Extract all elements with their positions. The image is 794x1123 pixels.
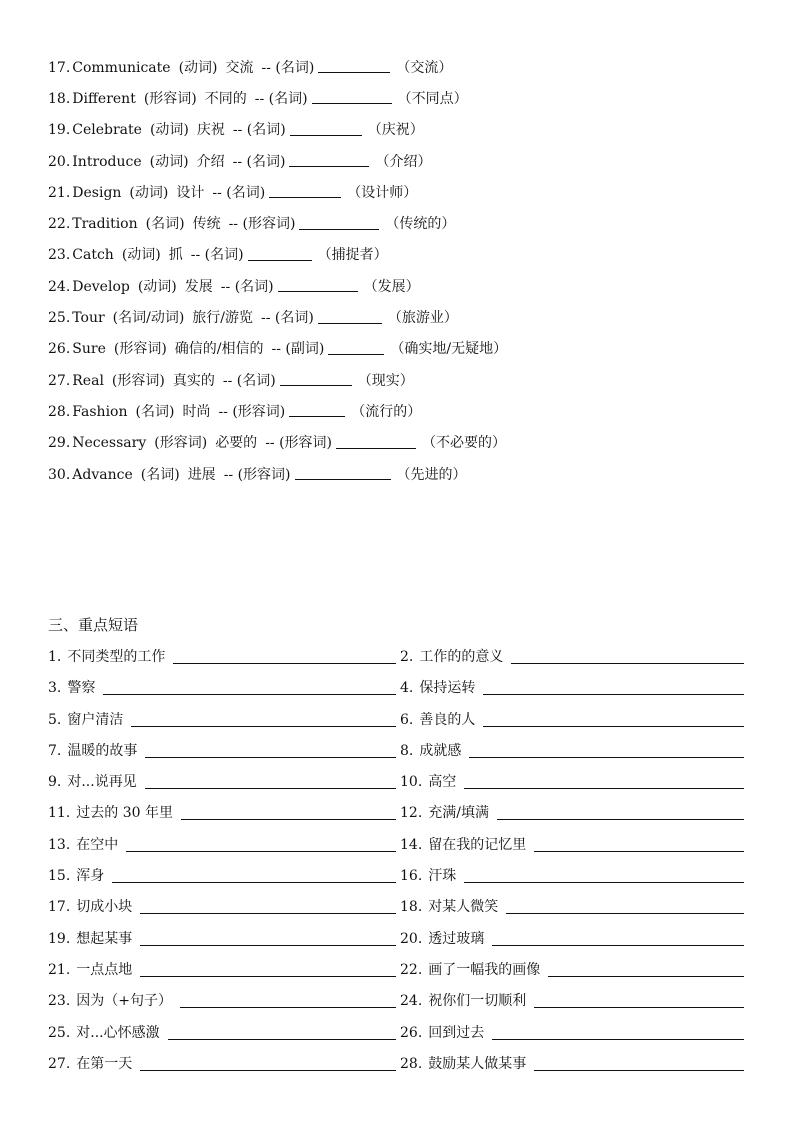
answer-hint: （不必要的）: [422, 435, 507, 452]
phrase-text: 窗户清洁: [67, 711, 124, 728]
item-number: 14.: [400, 836, 423, 853]
item-number: 26.: [48, 341, 71, 358]
target-form: -- (名词): [222, 372, 276, 389]
phrase-text: 保持运转: [419, 680, 476, 697]
answer-line[interactable]: [140, 930, 396, 946]
phrase-item: [400, 739, 744, 763]
answer-hint: （设计师）: [347, 184, 418, 201]
target-form: -- (名词): [261, 310, 314, 327]
item-number: 10.: [400, 774, 423, 791]
phrase-text: 对某人微笑: [428, 899, 499, 916]
phrase-item: [400, 989, 744, 1013]
section-title: 三、重点短语: [48, 616, 139, 634]
phrase-text: 成就感: [419, 742, 462, 759]
phrase-row: [48, 1021, 748, 1052]
part-of-speech: (形容词): [113, 341, 167, 358]
item-number: 25.: [48, 310, 71, 327]
answer-line[interactable]: [126, 836, 396, 852]
phrase-item: [48, 989, 396, 1013]
vocab-row: [48, 208, 507, 239]
answer-hint: （传统的）: [385, 216, 456, 233]
phrase-text: 一点点地: [76, 961, 133, 978]
vocab-word: Necessary: [72, 435, 147, 452]
item-number: 27.: [48, 372, 71, 389]
target-form: -- (副词): [271, 341, 325, 358]
phrase-row: [48, 927, 748, 958]
answer-hint: （旅游业）: [387, 310, 458, 327]
phrase-item: [48, 1052, 396, 1076]
part-of-speech: (形容词): [111, 372, 165, 389]
phrase-item: [400, 895, 744, 919]
phrase-item: [48, 801, 396, 825]
phrase-text: 温暖的故事: [67, 742, 138, 759]
phrase-text: 过去的 30 年里: [76, 805, 173, 822]
answer-blank[interactable]: [290, 121, 362, 136]
phrase-item: [400, 1021, 744, 1045]
target-form: -- (名词): [212, 184, 266, 201]
vocab-word: Introduce: [72, 153, 142, 170]
phrase-text: 工作的的意义: [419, 649, 504, 665]
item-number: 17.: [48, 59, 71, 76]
item-number: 24.: [48, 278, 71, 295]
answer-line[interactable]: [492, 930, 744, 946]
phrase-list: [48, 645, 748, 1083]
answer-line[interactable]: [464, 773, 744, 789]
part-of-speech: (形容词): [143, 90, 197, 107]
answer-line[interactable]: [140, 1055, 396, 1071]
phrase-row: [48, 801, 748, 832]
phrase-item: [400, 927, 744, 951]
phrase-row: [48, 708, 748, 739]
phrase-item: [48, 676, 396, 700]
target-form: -- (名词): [232, 122, 286, 139]
vocab-meaning: 不同的: [204, 90, 247, 107]
phrase-text: 汗珠: [428, 868, 457, 885]
vocab-meaning: 真实的: [172, 372, 215, 389]
answer-blank[interactable]: [328, 340, 384, 355]
phrase-text: 不同类型的工作: [67, 649, 166, 665]
item-number: 4.: [400, 680, 414, 697]
vocab-row: [48, 365, 507, 396]
item-number: 13.: [48, 836, 71, 853]
vocab-meaning: 必要的: [215, 435, 258, 452]
item-number: 26.: [400, 1024, 423, 1041]
phrase-text: 留在我的记忆里: [428, 836, 527, 853]
vocab-word: Tour: [72, 310, 105, 327]
phrase-item: [48, 645, 396, 669]
part-of-speech: (动词): [149, 122, 189, 139]
part-of-speech: (名词): [140, 466, 180, 483]
answer-line[interactable]: [548, 961, 744, 977]
vocab-meaning: 抓: [168, 247, 183, 264]
phrase-item: [48, 927, 396, 951]
answer-line[interactable]: [140, 961, 396, 977]
vocab-row: [48, 240, 507, 271]
answer-line[interactable]: [103, 679, 396, 695]
vocab-meaning: 确信的/相信的: [174, 341, 264, 358]
answer-blank[interactable]: [295, 465, 391, 480]
phrase-item: [400, 833, 744, 857]
phrase-item: [48, 864, 396, 888]
answer-hint: （先进的）: [396, 466, 467, 483]
phrase-text: 充满/填满: [428, 805, 489, 822]
vocab-word: Real: [72, 372, 104, 389]
target-form: -- (形容词): [218, 403, 286, 420]
vocab-row: [48, 146, 507, 177]
phrase-item: [48, 958, 396, 982]
vocab-meaning: 进展: [187, 466, 216, 483]
phrase-row: [48, 1052, 748, 1083]
item-number: 23.: [48, 247, 71, 264]
answer-hint: （交流）: [396, 59, 453, 76]
target-form: -- (形容词): [228, 216, 296, 233]
answer-hint: （介绍）: [375, 153, 432, 170]
answer-blank[interactable]: [336, 434, 416, 449]
part-of-speech: (名词): [135, 403, 175, 420]
answer-blank[interactable]: [312, 89, 392, 104]
item-number: 20.: [48, 153, 71, 170]
vocab-word: Communicate: [72, 59, 171, 76]
answer-line[interactable]: [506, 898, 744, 914]
phrase-text: 警察: [67, 680, 96, 697]
answer-line[interactable]: [181, 804, 396, 820]
phrase-text: 透过玻璃: [428, 930, 485, 947]
vocab-row: [48, 115, 507, 146]
part-of-speech: (形容词): [154, 435, 208, 452]
answer-line[interactable]: [168, 1024, 396, 1040]
item-number: 28.: [48, 403, 71, 420]
item-number: 19.: [48, 122, 71, 139]
item-number: 22.: [48, 216, 71, 233]
item-number: 1.: [48, 649, 62, 665]
answer-line[interactable]: [180, 992, 396, 1008]
phrase-item: [48, 1021, 396, 1045]
phrase-item: [48, 770, 396, 794]
answer-line[interactable]: [464, 867, 744, 883]
part-of-speech: (动词): [149, 153, 189, 170]
item-number: 17.: [48, 899, 71, 916]
answer-line[interactable]: [145, 742, 396, 758]
item-number: 3.: [48, 680, 62, 697]
phrase-text: 鼓励某人做某事: [428, 1055, 527, 1072]
vocab-meaning: 旅行/游览: [192, 310, 254, 327]
part-of-speech: (名词/动词): [112, 310, 185, 327]
target-form: -- (名词): [190, 247, 244, 264]
item-number: 27.: [48, 1055, 71, 1072]
vocab-row: [48, 396, 507, 427]
answer-hint: （捕捉者）: [317, 247, 388, 264]
part-of-speech: (名词): [145, 216, 185, 233]
vocab-word: Design: [72, 184, 122, 201]
vocab-word: Celebrate: [72, 122, 142, 139]
answer-hint: （发展）: [363, 278, 420, 295]
phrase-text: 善良的人: [419, 711, 476, 728]
phrase-item: [400, 864, 744, 888]
phrase-text: 在第一天: [76, 1055, 133, 1072]
vocab-row: [48, 302, 507, 333]
vocab-meaning: 传统: [192, 216, 221, 233]
answer-line[interactable]: [492, 1024, 744, 1040]
answer-hint: （不同点）: [397, 90, 468, 107]
target-form: -- (名词): [254, 90, 308, 107]
phrase-text: 切成小块: [76, 899, 133, 916]
item-number: 19.: [48, 930, 71, 947]
item-number: 8.: [400, 742, 414, 759]
item-number: 23.: [48, 993, 71, 1010]
phrase-row: [48, 645, 748, 676]
answer-line[interactable]: [511, 648, 744, 664]
answer-blank[interactable]: [280, 371, 352, 386]
target-form: -- (名词): [232, 153, 286, 170]
phrase-text: 浑身: [76, 868, 105, 885]
item-number: 24.: [400, 993, 423, 1010]
vocab-meaning: 交流: [225, 59, 254, 76]
answer-blank[interactable]: [269, 183, 341, 198]
vocab-row: [48, 428, 507, 459]
vocab-meaning: 时尚: [182, 403, 211, 420]
vocab-row: [48, 83, 507, 114]
vocab-word: Tradition: [72, 216, 138, 233]
item-number: 7.: [48, 742, 62, 759]
answer-hint: （流行的）: [351, 403, 422, 420]
vocab-word: Fashion: [72, 403, 128, 420]
answer-hint: （庆祝）: [367, 122, 424, 139]
item-number: 30.: [48, 466, 71, 483]
part-of-speech: (动词): [178, 59, 218, 76]
vocab-row: [48, 271, 507, 302]
vocab-word: Develop: [72, 278, 130, 295]
answer-line[interactable]: [534, 992, 744, 1008]
item-number: 11.: [48, 805, 71, 822]
vocab-word: Different: [72, 90, 136, 107]
phrase-text: 祝你们一切顺利: [428, 993, 527, 1010]
target-form: -- (形容词): [265, 435, 333, 452]
phrase-item: [48, 708, 396, 732]
phrase-row: [48, 833, 748, 864]
phrase-item: [48, 833, 396, 857]
item-number: 29.: [48, 435, 71, 452]
item-number: 9.: [48, 774, 62, 791]
item-number: 22.: [400, 961, 423, 978]
item-number: 21.: [48, 961, 71, 978]
phrase-text: 回到过去: [428, 1024, 485, 1041]
vocab-word: Advance: [72, 466, 133, 483]
vocab-row: [48, 52, 507, 83]
vocab-row: [48, 334, 507, 365]
answer-hint: （现实）: [357, 372, 414, 389]
phrase-item: [400, 770, 744, 794]
phrase-text: 在空中: [76, 836, 119, 853]
vocab-word: Sure: [72, 341, 106, 358]
item-number: 20.: [400, 930, 423, 947]
answer-line[interactable]: [534, 836, 744, 852]
answer-hint: （确实地/无疑地）: [390, 341, 508, 358]
answer-blank[interactable]: [318, 58, 390, 73]
answer-blank[interactable]: [289, 152, 369, 167]
item-number: 6.: [400, 711, 414, 728]
phrase-row: [48, 676, 748, 707]
phrase-row: [48, 989, 748, 1020]
answer-line[interactable]: [145, 773, 396, 789]
answer-line[interactable]: [483, 679, 744, 695]
item-number: 5.: [48, 711, 62, 728]
answer-blank[interactable]: [299, 215, 379, 230]
phrase-row: [48, 958, 748, 989]
phrase-text: 高空: [428, 774, 457, 791]
target-form: -- (名词): [220, 278, 274, 295]
phrase-text: 想起某事: [76, 930, 133, 947]
phrase-row: [48, 739, 748, 770]
answer-blank[interactable]: [278, 277, 358, 292]
phrase-item: [48, 739, 396, 763]
answer-blank[interactable]: [318, 309, 382, 324]
item-number: 15.: [48, 868, 71, 885]
answer-line[interactable]: [112, 867, 396, 883]
vocab-word: Catch: [72, 247, 114, 264]
part-of-speech: (动词): [121, 247, 161, 264]
item-number: 16.: [400, 868, 423, 885]
answer-line[interactable]: [173, 648, 396, 664]
phrase-text: 对...心怀感激: [76, 1024, 160, 1041]
part-of-speech: (动词): [137, 278, 177, 295]
answer-line[interactable]: [534, 1055, 744, 1071]
phrase-row: [48, 864, 748, 895]
vocab-row: [48, 177, 507, 208]
phrase-text: 因为（+句子）: [76, 993, 172, 1010]
item-number: 28.: [400, 1055, 423, 1072]
item-number: 12.: [400, 805, 423, 822]
answer-blank[interactable]: [248, 246, 312, 261]
phrase-text: 画了一幅我的画像: [428, 961, 541, 978]
vocab-meaning: 庆祝: [196, 122, 225, 139]
answer-blank[interactable]: [289, 402, 345, 417]
part-of-speech: (动词): [129, 184, 169, 201]
phrase-item: [400, 645, 744, 669]
phrase-row: [48, 895, 748, 926]
answer-line[interactable]: [469, 742, 744, 758]
item-number: 2.: [400, 649, 414, 665]
answer-line[interactable]: [483, 711, 744, 727]
target-form: -- (名词): [261, 59, 315, 76]
vocab-meaning: 设计: [176, 184, 205, 201]
phrase-text: 对...说再见: [67, 774, 137, 791]
phrase-item: [400, 1052, 744, 1076]
target-form: -- (形容词): [223, 466, 291, 483]
phrase-item: [400, 801, 744, 825]
phrase-item: [48, 895, 396, 919]
phrase-row: [48, 770, 748, 801]
phrase-item: [400, 708, 744, 732]
vocab-list: [48, 52, 507, 490]
vocab-row: [48, 459, 507, 490]
phrase-item: [400, 958, 744, 982]
item-number: 21.: [48, 184, 71, 201]
answer-line[interactable]: [140, 898, 396, 914]
vocab-meaning: 介绍: [196, 153, 225, 170]
vocab-meaning: 发展: [184, 278, 213, 295]
item-number: 25.: [48, 1024, 71, 1041]
answer-line[interactable]: [497, 804, 744, 820]
item-number: 18.: [48, 90, 71, 107]
answer-line[interactable]: [131, 711, 396, 727]
item-number: 18.: [400, 899, 423, 916]
phrase-item: [400, 676, 744, 700]
